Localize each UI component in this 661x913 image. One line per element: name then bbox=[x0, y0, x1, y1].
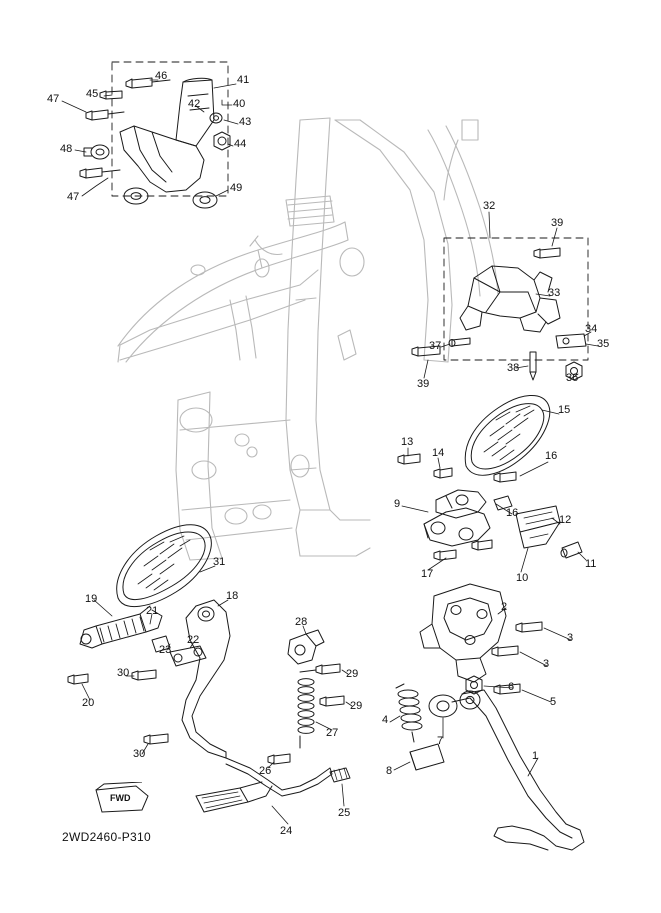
callout-41: 41 bbox=[237, 74, 250, 86]
callout-19: 19 bbox=[85, 593, 98, 605]
callout-48: 48 bbox=[60, 143, 73, 155]
callout-45: 45 bbox=[86, 88, 99, 100]
callout-7: 7 bbox=[437, 735, 444, 747]
callout-22: 22 bbox=[187, 634, 200, 646]
callout-1: 1 bbox=[532, 750, 539, 762]
diagram-part-code: 2WD2460-P310 bbox=[62, 830, 151, 844]
callout-31: 31 bbox=[213, 556, 226, 568]
callout-12: 12 bbox=[559, 514, 572, 526]
callout-39-upper: 39 bbox=[551, 217, 564, 229]
callout-3-lower: 3 bbox=[543, 658, 550, 670]
callout-38: 38 bbox=[507, 362, 520, 374]
callout-46: 46 bbox=[155, 70, 168, 82]
callout-16-lower: 16 bbox=[506, 507, 519, 519]
callout-36: 36 bbox=[566, 372, 579, 384]
callout-37: 37 bbox=[429, 340, 442, 352]
callout-28: 28 bbox=[295, 616, 308, 628]
callout-15: 15 bbox=[558, 404, 571, 416]
callout-11: 11 bbox=[585, 558, 597, 570]
callout-20: 20 bbox=[82, 697, 95, 709]
callout-29-upper: 29 bbox=[346, 668, 359, 680]
callout-35: 35 bbox=[597, 338, 610, 350]
callout-9: 9 bbox=[394, 498, 401, 510]
callout-14: 14 bbox=[432, 447, 445, 459]
callout-32: 32 bbox=[483, 200, 496, 212]
callout-5: 5 bbox=[550, 696, 557, 708]
callout-29-lower: 29 bbox=[350, 700, 363, 712]
callout-17: 17 bbox=[421, 568, 434, 580]
callout-40: 40 bbox=[233, 98, 246, 110]
callout-49: 49 bbox=[230, 182, 243, 194]
callout-43: 43 bbox=[239, 116, 252, 128]
callout-4: 4 bbox=[382, 714, 389, 726]
callout-3-upper: 3 bbox=[567, 632, 574, 644]
callout-21: 21 bbox=[146, 605, 159, 617]
callout-2: 2 bbox=[501, 601, 508, 613]
callout-24: 24 bbox=[280, 825, 293, 837]
callout-44: 44 bbox=[234, 138, 247, 150]
callout-27: 27 bbox=[326, 727, 339, 739]
callout-47-bottom: 47 bbox=[67, 191, 80, 203]
callout-42: 42 bbox=[188, 98, 201, 110]
callout-34: 34 bbox=[585, 323, 598, 335]
callout-33: 33 bbox=[548, 287, 561, 299]
callout-18: 18 bbox=[226, 590, 239, 602]
callout-6: 6 bbox=[508, 681, 515, 693]
callout-30-upper: 30 bbox=[117, 667, 130, 679]
callout-8: 8 bbox=[386, 765, 393, 777]
callout-39-lower: 39 bbox=[417, 378, 430, 390]
fwd-label: FWD bbox=[110, 793, 131, 803]
callout-26: 26 bbox=[259, 765, 272, 777]
callout-23: 23 bbox=[159, 644, 172, 656]
callout-13: 13 bbox=[401, 436, 414, 448]
callout-25: 25 bbox=[338, 807, 351, 819]
callout-10: 10 bbox=[516, 572, 529, 584]
callout-16-upper: 16 bbox=[545, 450, 558, 462]
callout-47-top: 47 bbox=[47, 93, 60, 105]
callout-30-lower: 30 bbox=[133, 748, 146, 760]
